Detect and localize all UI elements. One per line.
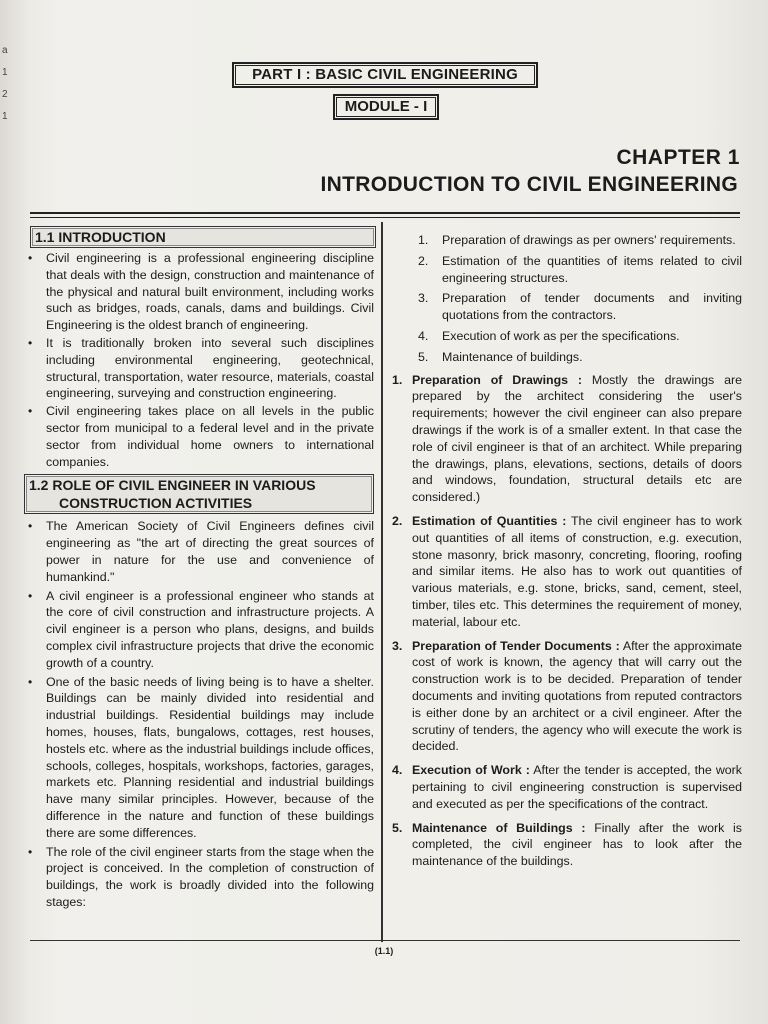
right-column: [392, 232, 742, 877]
stage-number: 5.: [418, 349, 429, 364]
role-list: [24, 518, 374, 910]
description-text: Finally after the work is completed, the civil engineer has to look after the maintenance of the buildings.: [412, 820, 742, 869]
list-item: • A civil engineer is a professional engineer who stands at the core of civil construction and infrastructure projects. A civil engineer is a person who plans, designs, and builds complex civil infrastructure projects that drive the economic growth of a country.: [24, 588, 374, 672]
margin-mark: 1: [2, 67, 8, 78]
header-rule-thin: [30, 217, 740, 218]
margin-mark: 1: [2, 111, 8, 122]
stage-item: [392, 253, 742, 287]
stage-text: Maintenance of buildings.: [442, 349, 583, 364]
stage-item: [392, 349, 742, 366]
description-title: Preparation of Tender Documents :: [412, 638, 620, 653]
description-number: 4.: [392, 763, 403, 778]
chapter-number: CHAPTER 1: [616, 146, 740, 169]
list-item: • Civil engineering takes place on all levels in the public sector from municipal to a federal level and in the private sector from individual home owners to international companies.: [24, 403, 374, 470]
description-number: 5.: [392, 820, 403, 835]
description-text: Mostly the drawings are prepared by the architect considering the user's requirements; however the civil engineer can also prepare drawings if the work is of a smaller extent. In that case the role of civil engineer is that of an architect. While preparing the drawings, plans, elevations, sections, details of doors and windows, foundation, structural details etc are considered.): [412, 372, 742, 505]
description-number: 3.: [392, 638, 403, 653]
description-title: Estimation of Quantities :: [412, 513, 567, 528]
stage-item: [392, 328, 742, 345]
description-title: Preparation of Drawings :: [412, 372, 583, 387]
description-item: [392, 638, 742, 756]
stage-item: [392, 290, 742, 324]
page-number: (1.1): [374, 946, 394, 956]
list-item: • It is traditionally broken into several such disciplines including environmental engineering, geotechnical, structural, transportation, water resource, materials, coastal engineering, surveying and construction engineering.: [24, 335, 374, 402]
column-divider: [381, 222, 383, 942]
stage-number: 3.: [418, 291, 429, 306]
list-item: • Civil engineering is a professional engineering discipline that deals with the design, construction and maintenance of the physical and natural built environment, including works such as bridges, roads, canals, dams and buildings. Civil Engineering is the oldest branch of engineering.: [24, 250, 374, 334]
section-heading-line: 1.2 ROLE OF CIVIL ENGINEER IN VARIOUS: [29, 477, 316, 494]
description-text: The civil engineer has to work out quantities of all items of construction, e.g. execution, stone masonry, brick masonry, concreting, flooring, roofing and similar items. He also has to work out quantities of various materials, e.g. stone, bricks, sand, cement, steel, timber, tiles etc. This determines the requirement of money, material, labour etc.: [412, 513, 742, 629]
margin-marks: [2, 40, 8, 128]
description-text: After the approximate cost of work is known, the agency that will carry out the construction work is to be decided. Preparation of tender documents and inviting quotations from reputed contractors is either done by an architect or a civil engineer. After the scrutiny of tenders, the agency who will execute the work is decided.: [412, 638, 742, 754]
stage-number: 1.: [418, 233, 429, 247]
section-heading-introduction: 1.1 INTRODUCTION: [30, 226, 376, 248]
description-item: [392, 762, 742, 812]
margin-mark: a: [2, 45, 8, 56]
stage-text: Preparation of drawings as per owners' requirements.: [442, 233, 736, 247]
description-item: [392, 513, 742, 631]
stage-number: 4.: [418, 328, 429, 343]
left-column: [24, 226, 374, 913]
stage-text: Preparation of tender documents and inviting quotations from the contractors.: [442, 291, 742, 323]
list-item: • One of the basic needs of living being is to have a shelter. Buildings can be mainly divided into residential and industrial buildings. Residential buildings may include homes, houses, flats, bungalows, cottages, rest houses, hostels etc. where as the industrial buildings include offices, schools, colleges, hospitals, workshops, factories, garages, markets etc. Planning residential and industrial buildings have many similar principles. However, because of the difference in the nature and function of these buildings there are some differences.: [24, 674, 374, 842]
description-title: Maintenance of Buildings :: [412, 820, 586, 835]
chapter-title: INTRODUCTION TO CIVIL ENGINEERING: [320, 173, 738, 196]
stages-list: [392, 232, 742, 366]
description-number: 2.: [392, 513, 403, 528]
stage-text: Estimation of the quantities of items related to civil engineering structures.: [442, 253, 742, 285]
stage-item: [392, 232, 742, 249]
part-heading: PART I : BASIC CIVIL ENGINEERING: [232, 62, 538, 88]
introduction-list: [24, 250, 374, 470]
module-heading: MODULE - I: [333, 94, 439, 120]
description-text: After the tender is accepted, the work pertaining to civil engineering construction is supervised and executed as per the specifications of the contract.: [412, 763, 742, 811]
description-item: [392, 820, 742, 870]
list-item: • The American Society of Civil Engineers defines civil engineering as "the art of directing the great sources of power in nature for the use and convenience of humankind.": [24, 518, 374, 585]
section-heading-role: [24, 474, 374, 514]
section-heading-line: CONSTRUCTION ACTIVITIES: [59, 495, 253, 512]
footer-rule: [30, 940, 740, 941]
description-number: 1.: [392, 372, 403, 387]
stage-number: 2.: [418, 253, 429, 268]
header-rule: [30, 212, 740, 214]
margin-mark: 2: [2, 89, 8, 100]
stage-text: Execution of work as per the specifications.: [442, 328, 680, 343]
description-item: [392, 372, 742, 506]
list-item: • The role of the civil engineer starts from the stage when the project is conceived. In the completion of construction of buildings, the work is broadly divided into the following stages:: [24, 844, 374, 911]
description-title: Execution of Work :: [412, 763, 530, 778]
